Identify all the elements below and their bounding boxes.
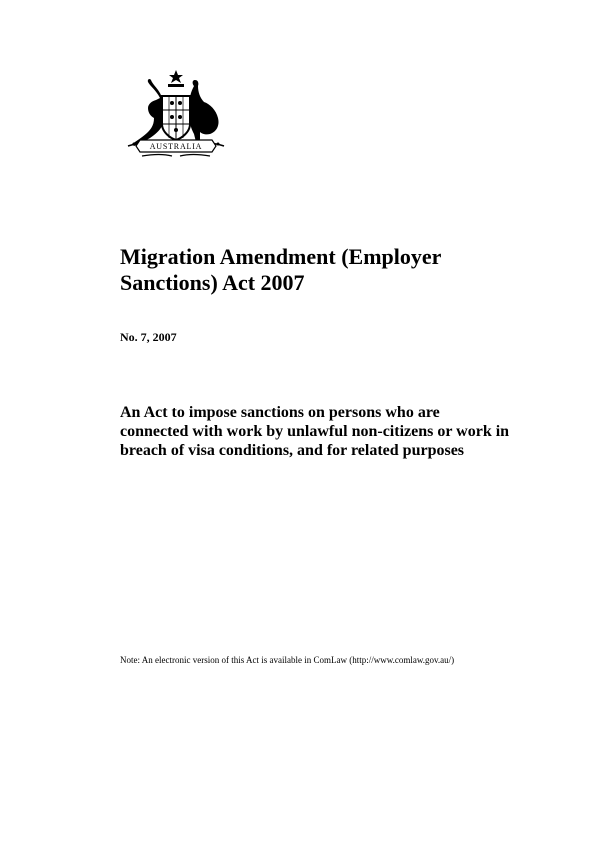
crest-label: AUSTRALIA (149, 142, 203, 151)
act-number: No. 7, 2007 (120, 330, 177, 344)
comlaw-note: Note: An electronic version of this Act is available in ComLaw (http://www.comlaw.gov.au/) (120, 655, 455, 665)
coat-of-arms-emblem (120, 68, 232, 160)
coat-of-arms-icon (120, 68, 232, 160)
act-long-title: An Act to impose sanctions on persons who are connected with work by unlawful non-citizens or work in breach of visa conditions, and for related purposes (120, 404, 510, 459)
act-title: Migration Amendment (Employer Sanctions) Act 2007 (120, 244, 442, 295)
